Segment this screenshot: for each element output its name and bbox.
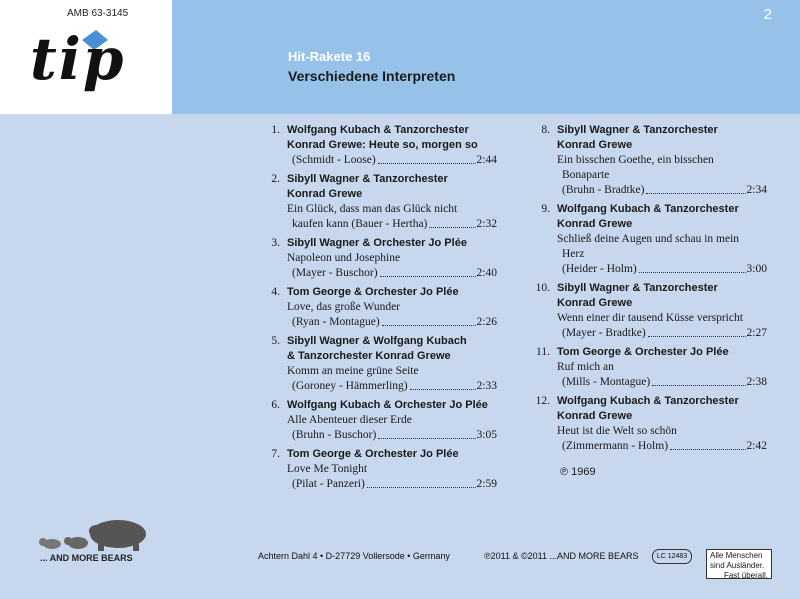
slogan-line-3: Fast überall. xyxy=(723,571,768,580)
track-artist: Sibyll Wagner & Wolfgang Kubach xyxy=(287,335,467,347)
track-credit-line xyxy=(287,266,497,281)
dot-leader xyxy=(670,439,746,450)
lc-code-badge: LC 12483 xyxy=(652,549,692,564)
tracklist-left xyxy=(262,123,497,496)
track-number: 5. xyxy=(271,335,280,347)
track-credit-line xyxy=(287,477,497,492)
header-band xyxy=(172,0,800,114)
slogan-line-2: sind Ausländer. xyxy=(710,561,765,570)
dot-leader xyxy=(639,262,746,273)
track-composer: (Mayer - Buschor) xyxy=(292,267,378,279)
track-composer: (Goroney - Hämmerling) xyxy=(292,380,408,392)
track-artist: & Tanzorchester Konrad Grewe xyxy=(287,350,451,362)
dot-leader xyxy=(652,375,745,386)
track-composer: (Mills - Montague) xyxy=(562,376,651,388)
track-duration: 2:44 xyxy=(476,154,497,166)
dot-leader xyxy=(367,477,476,488)
track-duration: 2:33 xyxy=(476,380,497,392)
bears-logo-icon xyxy=(38,514,148,552)
track-duration: 2:38 xyxy=(746,376,767,388)
dot-leader xyxy=(378,428,475,439)
track-item xyxy=(262,172,497,232)
track-artist: Konrad Grewe xyxy=(557,139,633,151)
track-number: 10. xyxy=(535,282,550,294)
track-artist: Konrad Grewe: Heute so, morgen so xyxy=(287,139,478,151)
track-artist: Konrad Grewe xyxy=(287,188,363,200)
track-artist: Konrad Grewe xyxy=(557,297,633,309)
track-artist: Konrad Grewe xyxy=(557,410,633,422)
logo-panel xyxy=(0,0,172,114)
page-number: 2 xyxy=(763,6,772,23)
dot-leader xyxy=(429,217,475,228)
track-title: Wenn einer dir tausend Küsse verspricht xyxy=(557,312,743,324)
track-artist: Wolfgang Kubach & Tanzorchester xyxy=(287,124,469,136)
track-item xyxy=(262,236,497,281)
track-number: 6. xyxy=(271,399,280,411)
dot-leader xyxy=(648,326,746,337)
track-credit-line xyxy=(557,262,767,277)
track-composer: (Schmidt - Loose) xyxy=(292,154,376,166)
track-duration: 2:27 xyxy=(746,327,767,339)
track-composer: (Pilat - Panzeri) xyxy=(292,478,365,490)
album-subtitle: Verschiedene Interpreten xyxy=(288,68,456,84)
dot-leader xyxy=(380,266,476,277)
track-item xyxy=(532,281,767,341)
tracklist-right xyxy=(532,123,767,458)
track-artist: Wolfgang Kubach & Tanzorchester xyxy=(557,395,739,407)
track-composer: (Mayer - Bradtke) xyxy=(562,327,646,339)
track-duration: 2:26 xyxy=(476,316,497,328)
track-artist: Wolfgang Kubach & Tanzorchester xyxy=(557,203,739,215)
album-title: Hit-Rakete 16 xyxy=(288,49,371,64)
track-artist: Sibyll Wagner & Tanzorchester xyxy=(557,124,718,136)
track-item xyxy=(532,345,767,390)
track-artist: Konrad Grewe xyxy=(557,218,633,230)
track-title: Ruf mich an xyxy=(557,361,614,373)
track-title: Love, das große Wunder xyxy=(287,301,401,313)
track-title: Napoleon und Josephine xyxy=(287,252,401,264)
track-artist: Tom George & Orchester Jo Plée xyxy=(287,448,459,460)
track-duration: 2:32 xyxy=(476,218,497,230)
track-artist: Tom George & Orchester Jo Plée xyxy=(287,286,459,298)
track-title: Heut ist die Welt so schön xyxy=(557,425,677,437)
track-credit-line xyxy=(557,439,767,454)
track-item xyxy=(532,202,767,277)
track-duration: 2:40 xyxy=(476,267,497,279)
track-item xyxy=(262,285,497,330)
track-number: 4. xyxy=(271,286,280,298)
track-number: 1. xyxy=(271,124,280,136)
track-artist: Sibyll Wagner & Orchester Jo Plée xyxy=(287,237,467,249)
track-composer: (Ryan - Montague) xyxy=(292,316,380,328)
track-credit-line xyxy=(287,428,497,443)
track-credit-line xyxy=(287,379,497,394)
track-number: 2. xyxy=(271,173,280,185)
track-duration: 3:05 xyxy=(476,429,497,441)
track-artist: Wolfgang Kubach & Orchester Jo Plée xyxy=(287,399,488,411)
track-title: Komm an meine grüne Seite xyxy=(287,365,419,377)
copyright-notice: ℗2011 & ©2011 ...AND MORE BEARS xyxy=(484,551,639,561)
track-title: Bonaparte xyxy=(562,169,610,181)
track-number: 7. xyxy=(271,448,280,460)
track-title: Love Me Tonight xyxy=(287,463,368,475)
track-duration: 3:00 xyxy=(746,263,767,275)
track-credit-line xyxy=(287,153,497,168)
track-number: 8. xyxy=(541,124,550,136)
tip-logo: tip xyxy=(30,25,126,93)
track-item xyxy=(262,334,497,394)
slogan-line-1: Alle Menschen xyxy=(710,551,763,560)
dot-leader xyxy=(378,153,476,164)
track-artist: Tom George & Orchester Jo Plée xyxy=(557,346,729,358)
track-item xyxy=(532,394,767,454)
label-name: ... AND MORE BEARS xyxy=(40,553,133,563)
dot-leader xyxy=(410,379,476,390)
track-title: Herz xyxy=(562,248,585,260)
track-item xyxy=(262,123,497,168)
track-credit-line xyxy=(557,326,767,341)
track-title: kaufen kann (Bauer - Hertha) xyxy=(292,218,428,230)
track-composer: (Heider - Holm) xyxy=(562,263,637,275)
dot-leader xyxy=(646,183,745,194)
track-composer: (Zimmermann - Holm) xyxy=(562,440,669,452)
label-address: Achtern Dahl 4 • D-27729 Vollersode • Germany xyxy=(258,551,450,561)
track-number: 9. xyxy=(541,203,550,215)
track-item xyxy=(532,123,767,198)
track-credit-line xyxy=(557,375,767,390)
track-credit-line xyxy=(287,315,497,330)
track-number: 12. xyxy=(535,395,550,407)
dot-leader xyxy=(382,315,476,326)
track-title: Alle Abenteuer dieser Erde xyxy=(287,414,412,426)
track-title: Ein bisschen Goethe, ein bisschen xyxy=(557,154,714,166)
track-number: 3. xyxy=(271,237,280,249)
track-item xyxy=(262,398,497,443)
phonogram-year: ℗ 1969 xyxy=(560,466,596,478)
track-artist: Sibyll Wagner & Tanzorchester xyxy=(287,173,448,185)
slogan-box xyxy=(706,549,772,579)
track-composer: (Bruhn - Bradtke) xyxy=(562,184,645,196)
track-item xyxy=(262,447,497,492)
track-duration: 2:59 xyxy=(476,478,497,490)
track-title: Ein Glück, dass man das Glück nicht xyxy=(287,203,458,215)
track-credit-line xyxy=(557,183,767,198)
track-number: 11. xyxy=(536,346,550,358)
catalog-number: AMB 63-3145 xyxy=(67,8,129,19)
track-title: Schließ deine Augen und schau in mein xyxy=(557,233,740,245)
track-artist: Sibyll Wagner & Tanzorchester xyxy=(557,282,718,294)
track-composer: (Bruhn - Buschor) xyxy=(292,429,377,441)
track-duration: 2:34 xyxy=(746,184,767,196)
track-duration: 2:42 xyxy=(746,440,767,452)
